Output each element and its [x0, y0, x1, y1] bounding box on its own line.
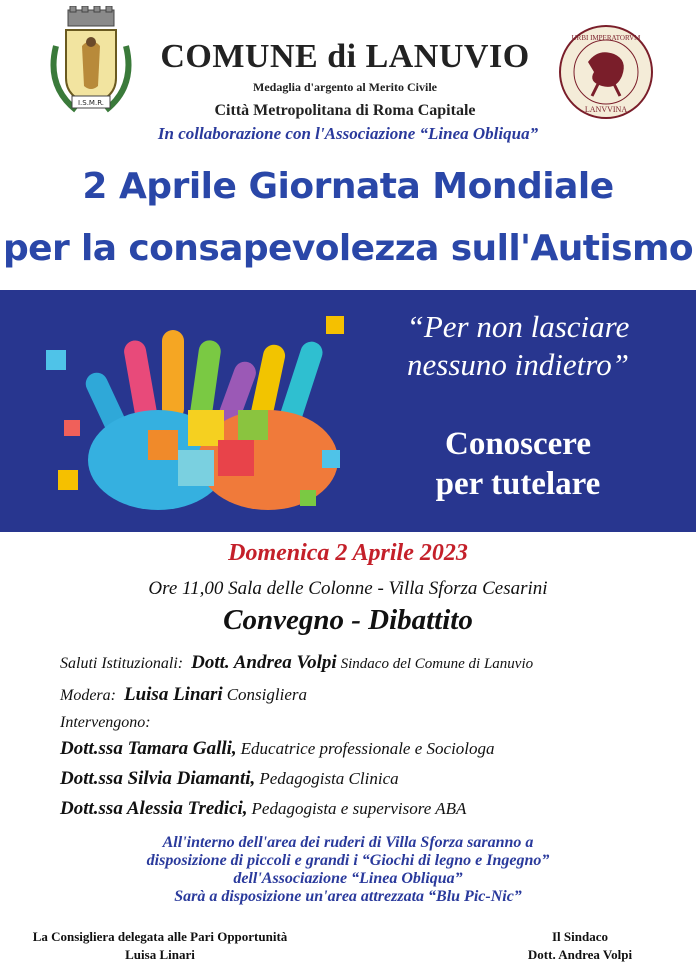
speaker-role: Pedagogista e supervisore ABA: [251, 799, 467, 818]
hands-puzzle-illustration: [38, 300, 358, 520]
crest-text: I.S.M.R.: [77, 99, 105, 107]
seal-text-top: URBI IMPERATORVM: [571, 34, 641, 42]
speaker-role: Educatrice professionale e Sociologa: [240, 739, 495, 758]
medal-subtitle: Medaglia d'argento al Merito Civile: [253, 80, 437, 94]
slogan-line-1: “Per non lasciare: [406, 309, 630, 344]
signature-right-role: Il Sindaco: [552, 929, 608, 944]
signature-left: [10, 928, 310, 964]
tagline-line-2: per tutelare: [435, 466, 601, 502]
intervengono-label: Intervengono:: [60, 714, 151, 731]
headline-line-2: per la consapevolezza sull'Autismo: [2, 228, 693, 269]
speaker-row: [60, 738, 495, 760]
saluti-name: Dott. Andrea Volpi: [191, 652, 337, 673]
collaboration-line: In collaborazione con l'Associazione “Linea Obliqua”: [157, 124, 539, 143]
speaker-row: [60, 798, 466, 820]
seal-text-bottom: LANVVINA: [584, 105, 628, 114]
notice-line: All'interno dell'area dei ruderi di Villa Sforza saranno a: [162, 834, 534, 851]
metro-subtitle: Città Metropolitana di Roma Capitale: [214, 102, 476, 119]
event-time-place: Ore 11,00 Sala delle Colonne - Villa Sforza Cesarini: [148, 578, 548, 599]
comune-title: COMUNE di LANUVIO: [160, 38, 530, 75]
banner-tagline: [368, 424, 668, 504]
notice-line: Sarà a disposizione un'area attrezzata “Blu Pic-Nic”: [174, 888, 522, 905]
speaker-row: [60, 768, 399, 790]
banner-slogan: [368, 308, 668, 384]
lanuvio-crest-logo: [46, 6, 136, 118]
event-date: Domenica 2 Aprile 2023: [228, 540, 468, 566]
saluti-label: Saluti Istituzionali:: [60, 655, 184, 672]
modera-row: [60, 684, 307, 706]
speaker-name: Dott.ssa Alessia Tredici,: [60, 798, 248, 819]
speaker-role: Pedagogista Clinica: [259, 769, 399, 788]
notice-line: disposizione di piccoli e grandi i “Giochi di legno e Ingegno”: [146, 852, 550, 869]
signature-left-role: La Consigliera delegata alle Pari Opportunità: [32, 929, 288, 944]
urbi-seal-logo: [558, 24, 654, 120]
saluti-role: Sindaco del Comune di Lanuvio: [340, 656, 534, 672]
headline-line-1: 2 Aprile Giornata Mondiale: [82, 166, 614, 207]
modera-name: Luisa Linari: [123, 684, 223, 705]
modera-label: Modera:: [60, 687, 116, 704]
modera-role: Consigliera: [226, 685, 308, 704]
slogan-line-2: nessuno indietro”: [407, 347, 629, 382]
tagline-line-1: Conoscere: [444, 426, 592, 462]
signature-right-name: Dott. Andrea Volpi: [527, 947, 633, 962]
speaker-name: Dott.ssa Tamara Galli,: [60, 738, 237, 759]
speaker-name: Dott.ssa Silvia Diamanti,: [60, 768, 256, 789]
signature-left-name: Luisa Linari: [125, 947, 195, 962]
saluti-row: [60, 652, 533, 674]
notice-line: dell'Associazione “Linea Obliqua”: [233, 870, 463, 887]
signature-right: [480, 928, 680, 964]
event-type: Convegno - Dibattito: [223, 604, 473, 636]
